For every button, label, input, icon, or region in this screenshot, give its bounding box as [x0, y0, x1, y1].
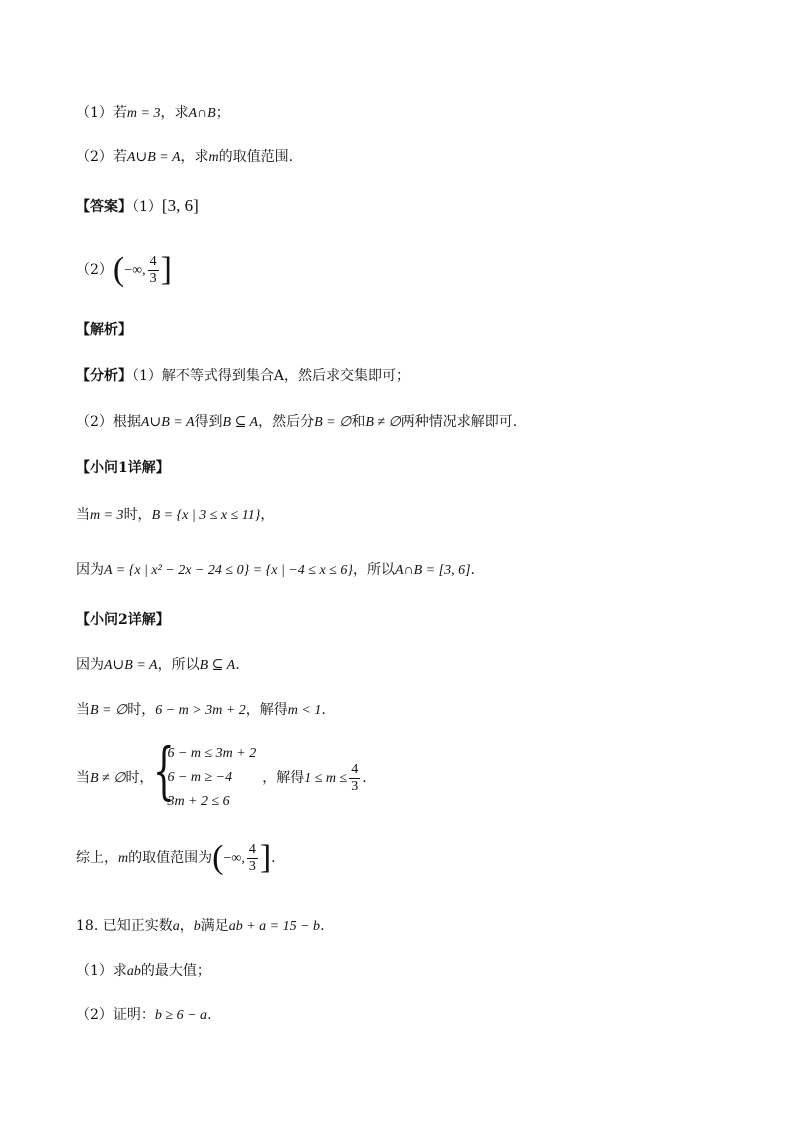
fenxi-label: 【分析】: [76, 368, 132, 384]
detail1-line-2: [76, 560, 475, 581]
fenxi-2-e: ，然后分: [258, 414, 315, 430]
detail1-label: 【小问1详解】: [76, 460, 170, 476]
q18-stem: [76, 916, 325, 937]
inequality-system: [153, 734, 257, 814]
detail2-l3-e: 1 ≤ m ≤: [304, 771, 348, 786]
detail2-l3-a: 当: [76, 770, 90, 786]
detail2-l4-b: m: [118, 851, 129, 866]
system-row-3: 3m + 2 ≤ 6: [167, 794, 230, 809]
detail2-l2-d: 6 − m > 3m + 2: [155, 703, 246, 718]
detail2-l2-a: 当: [76, 702, 90, 718]
detail2-l1-d: B ⊆ A: [199, 658, 236, 673]
q17-part2-variable: m: [208, 150, 219, 165]
detail2-line-3: [76, 734, 367, 815]
q18-p2-c: .: [207, 1007, 212, 1023]
fenxi-line-2: [76, 412, 517, 433]
q18-stem-g: .: [320, 918, 325, 934]
detail2-l2-e: ，解得: [245, 702, 288, 718]
close-bracket: ]: [160, 251, 172, 288]
answer-2-interval-left: −∞,: [124, 263, 146, 278]
q18-stem-e: 满足: [200, 918, 229, 934]
detail2-l1-a: 因为: [76, 657, 104, 673]
open-paren: (: [112, 251, 125, 288]
q17-part2-condition: A∪B = A: [126, 150, 181, 165]
detail1-l2-e: .: [470, 562, 475, 578]
detail2-line-1: [76, 655, 240, 676]
q18-part1: [76, 961, 211, 982]
q18-p1-a: （1）求: [76, 963, 127, 979]
detail1-l1-a: 当: [76, 507, 90, 523]
fenxi-2-h: B ≠ ∅: [365, 415, 401, 430]
detail2-line-4: [76, 840, 276, 877]
detail2-l3-d: ，解得: [262, 770, 305, 786]
detail2-l3-b: B ≠ ∅: [90, 771, 126, 786]
answer-1-value: [3, 6]: [161, 196, 199, 215]
detail1-l2-c: ，所以: [352, 562, 395, 578]
fraction-denominator: 3: [248, 858, 256, 874]
q18-p2-a: （2）证明：: [76, 1007, 155, 1023]
answer-1-prefix: （1）: [132, 199, 162, 215]
detail2-l3-f: .: [362, 770, 367, 786]
q18-stem-equation: ab + a = 15 − b: [228, 919, 321, 934]
fenxi-2-f: B = ∅: [314, 415, 352, 430]
fenxi-2-g: 和: [351, 414, 366, 430]
q18-p2-b: b ≥ 6 − a: [154, 1008, 208, 1023]
detail2-l3-fraction: [349, 762, 360, 795]
detail2-l3-c: 时，: [125, 770, 154, 786]
fenxi-2-a: （2）根据: [76, 414, 141, 430]
fenxi-2-b: A∪B = A: [140, 415, 195, 430]
detail1-l2-a: 因为: [76, 562, 104, 578]
open-paren: (: [212, 839, 224, 876]
q18-p1-b: ab: [126, 964, 141, 979]
answer-line-1: [76, 196, 199, 217]
answer-2-fraction: [148, 254, 159, 287]
fraction-numerator: 4: [149, 253, 157, 269]
detail2-l2-c: 时，: [127, 702, 156, 718]
fenxi-2-c: 得到: [194, 414, 223, 430]
detail2-l4-end: .: [271, 850, 276, 866]
answer-2-prefix: （2）: [76, 262, 113, 278]
fenxi-line-1: [76, 366, 410, 386]
answer-label: 【答案】: [76, 199, 132, 215]
system-row-2: 6 − m ≥ −4: [167, 770, 233, 785]
fenxi-2-d: B ⊆ A: [222, 415, 259, 430]
detail1-set-a: A = {x | x² − 2x − 24 ≤ 0} = {x | −4 ≤ x ≤ 6}: [104, 563, 353, 578]
detail1-set-b: B = {x | 3 ≤ x ≤ 11}: [151, 508, 261, 523]
system-brace: {: [153, 734, 176, 807]
q18-stem-b: a: [172, 919, 180, 934]
detail2-l2-g: .: [321, 702, 326, 718]
detail2-l1-e: .: [235, 657, 240, 673]
detail1-l1-e: ，: [260, 507, 275, 523]
detail2-l2-f: m < 1: [287, 703, 322, 718]
detail1-l1-b: m = 3: [90, 508, 124, 523]
q17-part1-punct: ；: [215, 105, 230, 121]
detail2-l4-c: 的取值范围为: [128, 850, 213, 866]
q17-part1-condition: m = 3: [126, 106, 161, 121]
detail2-l1-c: ，所以: [157, 657, 200, 673]
q17-part2: [76, 147, 293, 168]
q18-part2: [76, 1005, 212, 1026]
q17-part1: [76, 103, 230, 124]
q17-part1-text: （1）若: [76, 105, 127, 121]
fraction-denominator: 3: [149, 270, 157, 286]
answer-line-2: [76, 252, 172, 289]
q17-part2-tail: 的取值范围.: [218, 149, 294, 165]
q18-stem-a: 18. 已知正实数: [76, 918, 173, 934]
close-bracket: ]: [259, 839, 272, 876]
detail1-line-1: [76, 505, 274, 526]
detail2-line-2: [76, 700, 326, 721]
q17-part1-target: A∩B: [188, 106, 216, 121]
detail2-l1-b: A∪B = A: [104, 658, 158, 673]
fraction-denominator: 3: [351, 778, 359, 794]
detail2-l4-left: −∞,: [223, 851, 245, 866]
detail1-l1-c: 时，: [123, 507, 152, 523]
q17-part2-text: （2）若: [76, 149, 127, 165]
detail2-l4-fraction: [247, 842, 258, 875]
fenxi-2-i: 两种情况求解即可.: [400, 414, 518, 430]
detail2-l4-a: 综上，: [76, 850, 118, 866]
q18-stem-d: b: [193, 919, 201, 934]
system-row-1: 6 − m ≤ 3m + 2: [167, 746, 257, 761]
fraction-numerator: 4: [351, 761, 359, 777]
detail2-l2-b: B = ∅: [90, 703, 128, 718]
fenxi-1-text: （1）解不等式得到集合A，然后求交集即可；: [132, 368, 411, 384]
detail1-intersection: A∩B = [3, 6]: [394, 563, 471, 578]
analysis-label: 【解析】: [76, 322, 132, 338]
fraction-numerator: 4: [248, 841, 256, 857]
detail2-label: 【小问2详解】: [76, 612, 170, 628]
q17-part2-ask: ，求: [180, 149, 209, 165]
q17-part1-ask: ，求: [160, 105, 189, 121]
q18-p1-c: 的最大值；: [140, 963, 211, 979]
q18-stem-c: ，: [179, 918, 194, 934]
